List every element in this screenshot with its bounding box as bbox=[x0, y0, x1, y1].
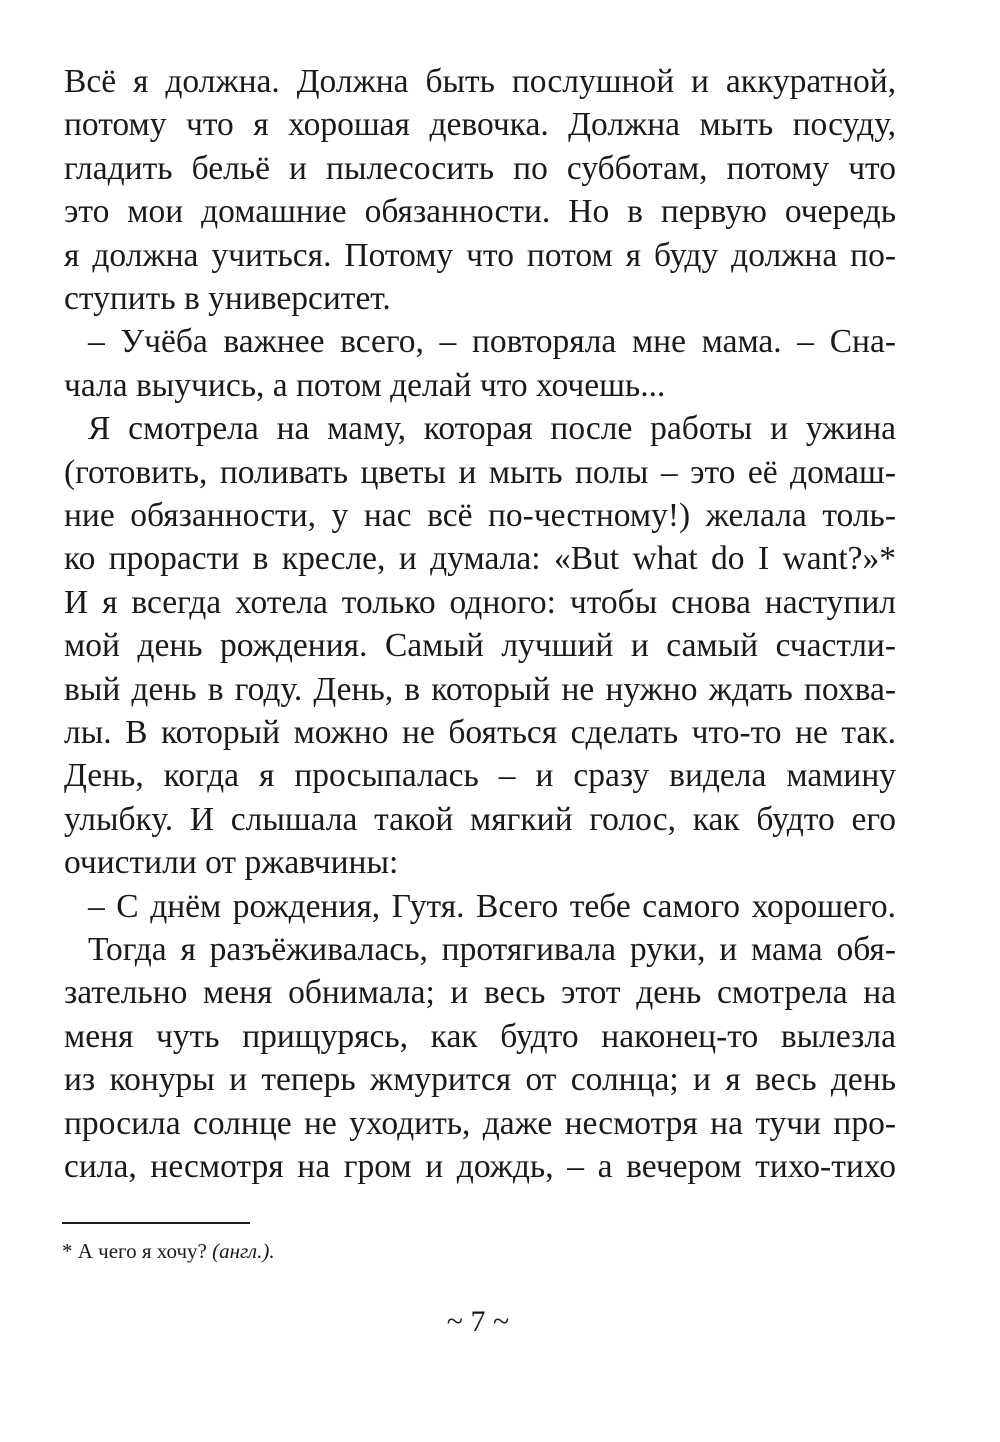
text-line: ко прорасти в кресле, и думала: «But what do I want?»* bbox=[64, 540, 896, 577]
page-number: ~ 7 ~ bbox=[446, 1305, 510, 1338]
footnote-text: А чего я хочу? bbox=[77, 1239, 207, 1263]
text-line: День, когда я просыпалась – и сразу видела мамину bbox=[64, 757, 896, 794]
text-line: гладить бельё и пылесосить по субботам, потому что bbox=[64, 150, 896, 187]
text-line: я должна учиться. Потому что потом я буду должна по- bbox=[64, 237, 896, 274]
text-line: Тогда я разъёживалась, протягивала руки, и мама обя- bbox=[88, 931, 896, 968]
footnote-translation-note: (англ.). bbox=[212, 1239, 275, 1263]
footnote-marker: * bbox=[62, 1239, 73, 1263]
text-line: сила, несмотря на гром и дождь, – а вечером тихо-тихо bbox=[64, 1148, 896, 1185]
text-line: просила солнце не уходить, даже несмотря на тучи про- bbox=[64, 1105, 896, 1142]
text-line: вый день в году. День, в который не нужно ждать похва- bbox=[64, 671, 896, 708]
text-line: лы. В который можно не бояться сделать что-то не так. bbox=[64, 714, 896, 751]
text-line: потому что я хорошая девочка. Должна мыть посуду, bbox=[64, 106, 896, 143]
text-line: очистили от ржавчины: bbox=[64, 844, 399, 881]
text-line: – Учёба важнее всего, – повторяла мне мама. – Сна- bbox=[88, 323, 896, 360]
text-line: – С днём рождения, Гутя. Всего тебе самого хорошего. bbox=[88, 888, 896, 925]
text-line: Всё я должна. Должна быть послушной и аккуратной, bbox=[64, 63, 896, 100]
text-line: из конуры и теперь жмурится от солнца; и я весь день bbox=[64, 1061, 896, 1098]
text-line: И я всегда хотела только одного: чтобы снова наступил bbox=[64, 584, 896, 621]
text-line: Я смотрела на маму, которая после работы и ужина bbox=[88, 410, 896, 447]
footnote-separator bbox=[62, 1222, 250, 1224]
text-line: зательно меня обнимала; и весь этот день смотрела на bbox=[64, 974, 896, 1011]
text-line: ступить в университет. bbox=[64, 280, 391, 317]
text-line: улыбку. И слышала такой мягкий голос, как будто его bbox=[64, 801, 896, 838]
text-line: чала выучись, а потом делай что хочешь... bbox=[64, 367, 666, 404]
text-line: ние обязанности, у нас всё по-честному!) желала толь- bbox=[64, 497, 896, 534]
text-line: это мои домашние обязанности. Но в первую очередь bbox=[64, 193, 896, 230]
text-line: мой день рождения. Самый лучший и самый счастли- bbox=[64, 627, 896, 664]
footnote bbox=[62, 1236, 275, 1266]
text-line: меня чуть прищурясь, как будто наконец-то вылезла bbox=[64, 1018, 896, 1055]
text-line: (готовить, поливать цветы и мыть полы – это её домаш- bbox=[64, 454, 896, 491]
